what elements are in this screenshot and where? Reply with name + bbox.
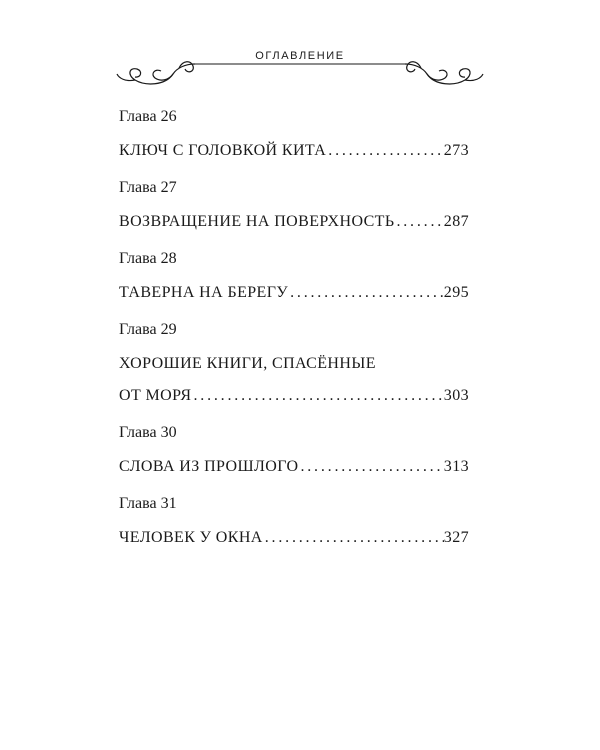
chapter-label: Глава 26: [119, 108, 177, 125]
toc-entry[interactable]: [119, 421, 469, 479]
page-number: 273: [443, 142, 469, 159]
leader-dots: [263, 526, 444, 550]
leader-dots: [326, 139, 444, 163]
chapter-title: КЛЮЧ С ГОЛОВКОЙ КИТА: [119, 142, 327, 159]
toc-entry[interactable]: [119, 492, 469, 550]
toc-title: ОГЛАВЛЕНИЕ: [255, 50, 345, 62]
page-number: 327: [443, 529, 469, 546]
leader-dots: [288, 281, 444, 305]
chapter-title: СЛОВА ИЗ ПРОШЛОГО: [119, 458, 299, 475]
toc-entry[interactable]: [119, 105, 469, 163]
chapter-label: Глава 28: [119, 250, 177, 267]
chapter-title: ЧЕЛОВЕК У ОКНА: [119, 529, 263, 546]
toc-entry[interactable]: [119, 318, 469, 408]
chapter-label: Глава 30: [119, 424, 177, 441]
page-number: 313: [443, 458, 469, 475]
page-number: 287: [443, 213, 469, 230]
page-number: 303: [443, 387, 469, 404]
leader-dots: [191, 384, 443, 408]
chapter-title-line2: ОТ МОРЯ: [119, 387, 192, 404]
page-number: 295: [443, 284, 469, 301]
chapter-title-line1: ХОРОШИЕ КНИГИ, СПАСЁННЫЕ: [119, 355, 376, 372]
chapter-label: Глава 31: [119, 495, 177, 512]
toc-header: [0, 0, 600, 100]
chapter-label: Глава 29: [119, 321, 177, 338]
toc-entry[interactable]: [119, 247, 469, 305]
toc-entry[interactable]: [119, 176, 469, 234]
chapter-title: ВОЗВРАЩЕНИЕ НА ПОВЕРХНОСТЬ: [119, 213, 395, 230]
leader-dots: [394, 210, 443, 234]
chapter-title: ТАВЕРНА НА БЕРЕГУ: [119, 284, 289, 301]
chapter-label: Глава 27: [119, 179, 177, 196]
leader-dots: [298, 455, 443, 479]
